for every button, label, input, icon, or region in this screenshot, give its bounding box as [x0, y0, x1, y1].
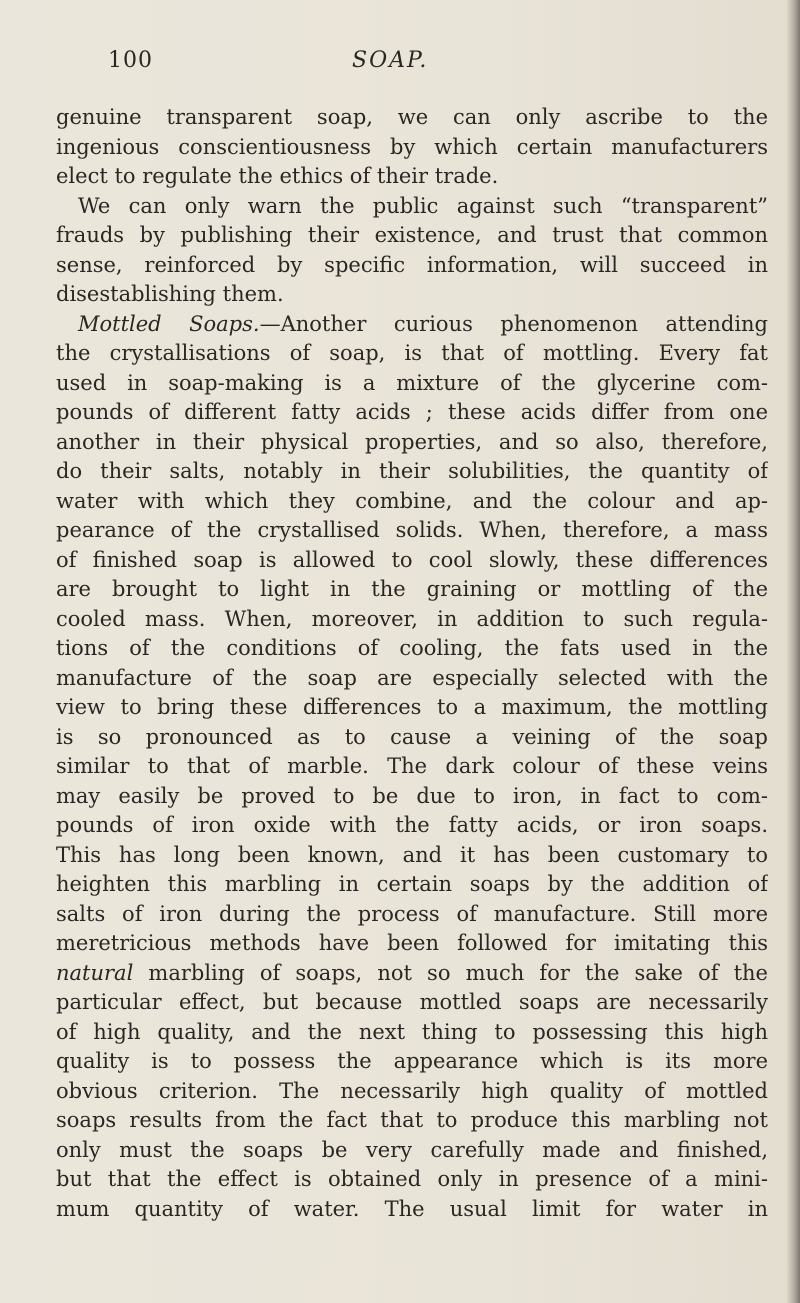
- italic-word: natural: [56, 960, 134, 985]
- text-line: are brought to light in the graining or mottling of the: [56, 577, 768, 601]
- text-line: the crystallisations of soap, is that of mottling. Every fat: [56, 341, 768, 365]
- text-line: salts of iron during the process of manufacture. Still more: [56, 901, 768, 926]
- text-line: obvious criterion. The necessarily high quality of mottled: [56, 1078, 768, 1103]
- text-line: pearance of the crystallised solids. When, therefore, a mass: [56, 518, 768, 542]
- text-line: manufacture of the soap are especially selected with the: [56, 665, 768, 690]
- text-line: water with which they combine, and the colour and ap-: [56, 488, 768, 513]
- page-number: 100: [108, 48, 153, 73]
- text-line: of high quality, and the next thing to possessing this high: [56, 1019, 768, 1044]
- text-line: sense, reinforced by specific information, will succeed in: [56, 252, 768, 277]
- text-line: meretricious methods have been followed for imitating this: [56, 931, 768, 955]
- text-line: frauds by publishing their existence, and trust that common: [56, 223, 768, 247]
- text-line: soaps results from the fact that to produce this marbling not: [56, 1108, 768, 1132]
- text-line: Mottled Soaps.—Another curious phenomenon attending: [78, 311, 768, 336]
- text-line: but that the effect is obtained only in presence of a mini-: [56, 1167, 768, 1191]
- text-line: pounds of iron oxide with the fatty acids, or iron soaps.: [56, 813, 768, 837]
- running-head: SOAP.: [352, 48, 429, 73]
- text-line: view to bring these differences to a maximum, the mottling: [56, 695, 768, 719]
- text-line: tions of the conditions of cooling, the fats used in the: [56, 636, 768, 660]
- text-line: another in their physical properties, and so also, therefore,: [56, 429, 768, 454]
- text-line: disestablishing them.: [56, 282, 284, 306]
- text-line: only must the soaps be very carefully made and finished,: [56, 1137, 768, 1162]
- page-header: [0, 48, 800, 88]
- text-line: genuine transparent soap, we can only ascribe to the: [56, 105, 768, 129]
- text-line: similar to that of marble. The dark colour of these veins: [56, 754, 768, 778]
- text-line: ingenious conscientiousness by which certain manufacturers: [56, 134, 768, 159]
- page-edge-shadow: [786, 0, 800, 1303]
- text-line: quality is to possess the appearance which is its more: [56, 1049, 768, 1073]
- text-line: cooled mass. When, moreover, in addition to such regula-: [56, 606, 768, 631]
- text-line: is so pronounced as to cause a veining of the soap: [56, 724, 768, 749]
- text-line: used in soap-making is a mixture of the glycerine com-: [56, 370, 768, 395]
- text-line: of finished soap is allowed to cool slowly, these differences: [56, 547, 768, 572]
- section-heading: Mottled Soaps.: [78, 311, 260, 336]
- text-line: This has long been known, and it has been customary to: [56, 842, 768, 867]
- text-line: pounds of different fatty acids ; these acids differ from one: [56, 400, 768, 424]
- text-line: mum quantity of water. The usual limit for water in: [56, 1196, 768, 1221]
- text-line: may easily be proved to be due to iron, in fact to com-: [56, 783, 768, 808]
- text-line: natural marbling of soaps, not so much for the sake of the: [56, 960, 768, 985]
- body-text: [56, 103, 768, 1224]
- text-line: We can only warn the public against such “transparent”: [78, 193, 768, 218]
- text-line: do their salts, notably in their solubilities, the quantity of: [56, 459, 768, 483]
- text-line: particular effect, but because mottled soaps are necessarily: [56, 990, 768, 1014]
- text-line: heighten this marbling in certain soaps by the addition of: [56, 872, 768, 896]
- text-line: elect to regulate the ethics of their trade.: [56, 164, 499, 188]
